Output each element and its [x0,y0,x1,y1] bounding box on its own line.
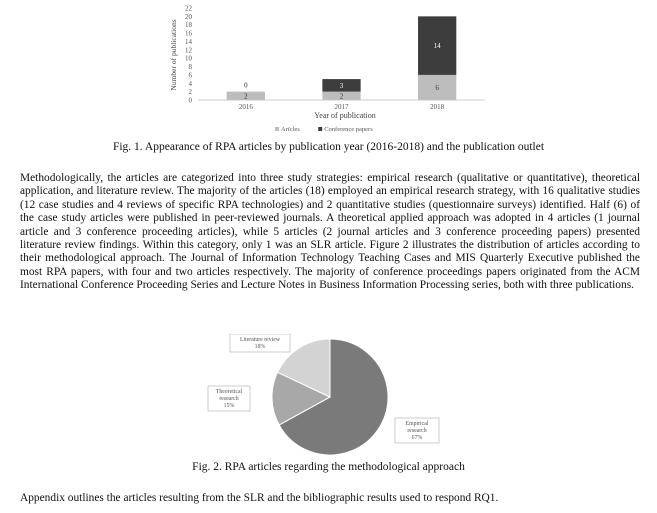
pie-slice-label: Literature review 18% [239,337,281,350]
legend-entry: Conference papers [324,126,373,133]
figure-1-caption: Fig. 1. Appearance of RPA articles by publication year (2016-2018) and the publication outlet [112,141,545,153]
y-tick-label: 8 [188,63,192,72]
y-tick-label: 2 [188,88,192,97]
y-axis-label: Number of publications [169,19,178,91]
y-tick-labels [185,5,193,105]
data-label: 0 [244,81,248,90]
y-tick-label: 16 [185,29,192,38]
y-tick-label: 10 [185,54,192,63]
x-axis-label: Year of publication [314,111,376,120]
y-tick-label: 4 [188,79,192,88]
y-tick-label: 6 [188,71,192,80]
data-label: 2 [244,92,248,101]
data-label: 6 [435,83,439,92]
legend-entry: Arïcles [281,126,300,133]
y-tick-label: 12 [185,46,192,55]
figure-2-pie-chart [200,334,445,458]
pie-slice-label: Empirical research 67% [405,421,429,441]
data-label: 2 [339,92,344,101]
legend-swatch [318,127,322,131]
y-tick-label: 18 [185,21,192,30]
figure-1-bar-chart [160,0,500,140]
y-tick-label: 0 [188,96,192,105]
x-tick-label: 2017 [334,103,349,111]
chart-legend [275,126,373,133]
pie-slices [272,339,388,455]
y-tick-label: 20 [185,12,192,21]
data-label: 3 [339,81,344,90]
y-tick-label: 14 [185,37,192,46]
body-paragraph: Appendix outlines the articles resulting from the SLR and the bibliographic results used to respond RQ1. [20,492,499,504]
x-tick-label: 2018 [430,103,445,111]
body-paragraph: Methodologically, the articles are categorized into three study strategies: empirical research (qualitative or quantitative), theoretical application, and literature review. The majority of the articles (18) employed an empirical research strategy, with 16 qualitative studies (12 case studies and 4 reviews of specific RPA technologies) and 2 quantitative studies (questionnaire surveys) identified. Half (6) of the case study articles were published in peer-reviewed journals. A theoretical applied approach was adopted in 4 articles (1 journal article and 3 conference proceeding articles), while 5 articles (2 journal articles and 3 conference proceeding papers) presented literature review findings. Within this category, only 1 was an SLR article. Figure 2 illustrates the distribution of articles according to their methodological approach. The Journal of Information Technology Teaching Cases and MIS Quarterly Executive published the most RPA papers, with four and two articles respectively. The majority of conference proceedings papers originated from the ACM International Conference Proceeding Series and Lecture Notes in Business Information Processing series, both with three publications. [20,172,640,292]
y-tick-label: 22 [185,4,192,13]
pie-slice-label: Theoretical research 15% [215,389,243,409]
bars [227,16,457,100]
x-tick-labels [239,103,445,111]
figure-2-caption: Fig. 2. RPA articles regarding the methodological approach [192,461,465,473]
x-tick-label: 2016 [238,103,253,111]
legend-swatch [275,127,279,131]
data-label: 14 [433,42,441,51]
